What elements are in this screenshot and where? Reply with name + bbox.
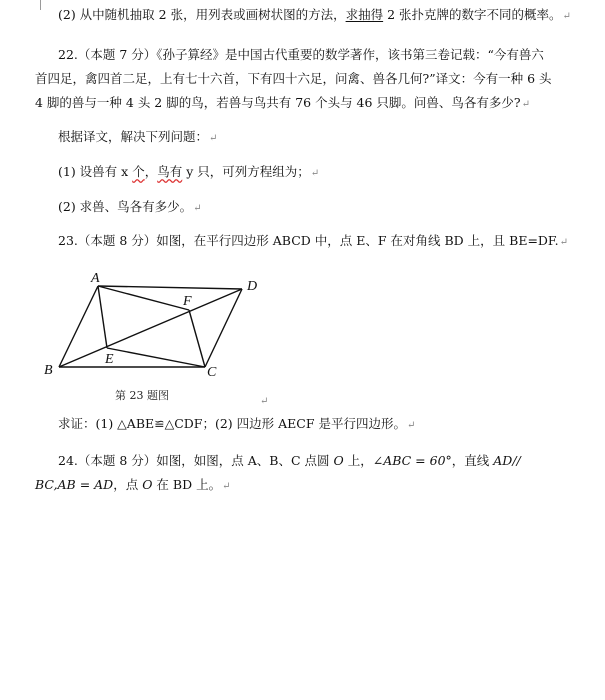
vertex-label-B: B [44, 363, 53, 378]
q22-sub1-wavy1: 个 [132, 164, 145, 179]
edge-CD [205, 289, 242, 367]
q22-instruction-text: 根据译文，解决下列问题： [58, 129, 209, 144]
q24-line2-b: ，点 [113, 477, 143, 492]
q22-subquestion-2[interactable] [58, 198, 202, 218]
point-label-F: F [183, 294, 192, 309]
q22-sub1-part1: (1) 设兽有 x [58, 164, 133, 179]
q24-line1[interactable] [58, 452, 521, 470]
q22-subquestion-1[interactable] [58, 163, 319, 183]
q21-part2-underlined: 求抽得 [345, 7, 384, 22]
vertex-label-D: D [247, 279, 258, 294]
edge-AB [59, 286, 98, 367]
q22-line3[interactable] [35, 94, 530, 114]
q21-part2-prefix: (2) 从中随机抽取 2 张，用列表或画树状图的方法， [58, 7, 346, 22]
page-margin-corner [40, 0, 41, 10]
parallelogram-figure [35, 268, 269, 408]
q22-line2[interactable]: 首四足，禽四首二足，上有七十六首，下有四十六足，问禽、兽各几何?”译文：今有一种 6 头 [35, 71, 552, 86]
q24-line2-c: 在 BD 上。 [152, 477, 222, 492]
q23-text: 23.（本题 8 分）如图，在平行四边形 ABCD 中，点 E、F 在对角线 BD 上，且 BE=DF. [58, 233, 559, 248]
vertex-label-A: A [91, 271, 100, 286]
q22-sub1-part3: y 只，可列方程组为； [182, 164, 310, 179]
q24-angle: ∠ABC = 60° [372, 453, 452, 468]
q23-statement[interactable] [58, 232, 568, 252]
q24-line1-c: ，直线 [451, 453, 494, 468]
paragraph-mark-icon: ↵ [222, 481, 231, 492]
q22-line1[interactable]: 22.（本题 7 分）《孙子算经》是中国古代重要的数学著作，该书第三卷记载：“今有兽六 [58, 47, 544, 62]
vertex-label-C: C [207, 365, 217, 380]
paragraph-mark-icon: ↵ [521, 99, 531, 110]
paragraph-mark-icon: ↵ [310, 168, 320, 179]
q22-sub2-text: (2) 求兽、鸟各有多少。 [58, 199, 193, 214]
q24-line2[interactable] [35, 476, 230, 496]
paragraph-mark-icon: ↵ [209, 133, 218, 144]
q22-line3-text: 4 脚的兽与一种 4 头 2 脚的鸟，若兽与鸟共有 76 个头与 46 只脚。问兽、鸟各有多少? [35, 95, 521, 110]
q24-circle-o: O [333, 453, 344, 468]
q21-part2-line[interactable] [58, 6, 571, 26]
paragraph-mark-icon: ↵ [562, 11, 571, 22]
q23-proof[interactable] [58, 415, 415, 435]
q22-sub1-wavy2: 鸟有 [157, 164, 183, 179]
paragraph-mark-icon: ↵ [193, 203, 202, 214]
q22-instruction[interactable] [58, 128, 217, 148]
paragraph-mark-icon: ↵ [260, 396, 269, 407]
segment-EC [107, 348, 205, 367]
point-label-E: E [105, 352, 114, 367]
q24-line1-a: 24.（本题 8 分）如图，如图，点 A、B、C 点圆 [58, 453, 334, 468]
figure-caption: 第 23 题图 [115, 389, 169, 402]
diagonal-BD [59, 289, 242, 367]
paragraph-mark-icon: ↵ [407, 420, 416, 431]
q22-sub1-part2: ， [144, 164, 158, 179]
q21-part2-suffix: 2 张扑克牌的数字不同的概率。 [383, 7, 562, 22]
q24-point-o: O [142, 477, 153, 492]
paragraph-mark-icon: ↵ [559, 237, 569, 248]
q24-ad-parallel: AD// [493, 453, 521, 468]
segment-AE [98, 286, 107, 348]
edge-DA [98, 286, 242, 289]
q23-proof-text: 求证：(1) △ABE≌△CDF；(2) 四边形 AECF 是平行四边形。 [58, 416, 406, 431]
segment-AF [98, 286, 189, 310]
q24-line2-a: BC,AB = AD [35, 477, 114, 492]
q24-line1-b: 上， [343, 453, 373, 468]
segment-FC [189, 310, 205, 367]
